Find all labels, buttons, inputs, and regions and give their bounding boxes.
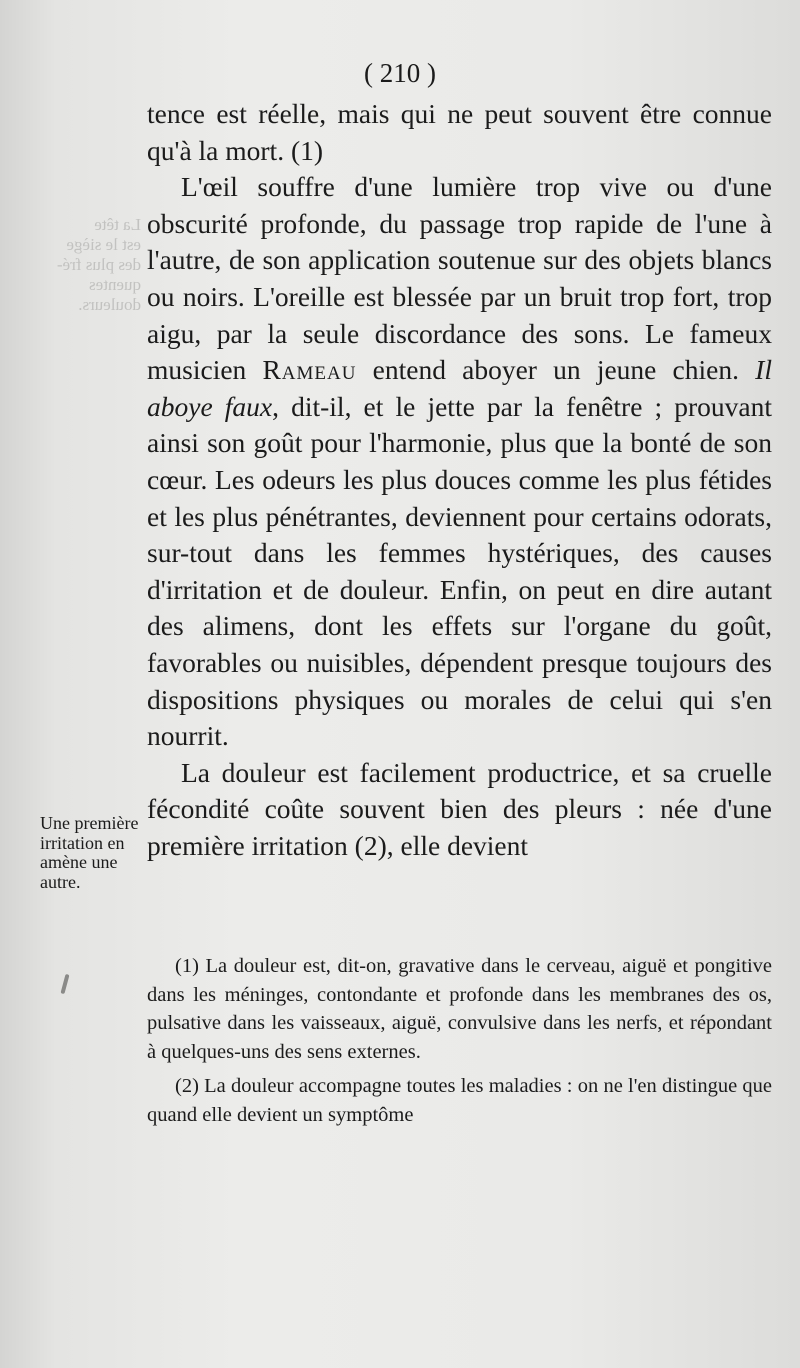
page-number: ( 210 ) xyxy=(364,58,436,88)
bleed-through-margin-mark: La tête est le siège des plus fré- quentes douleurs. xyxy=(56,215,141,314)
paragraph-senses-text-3: , dit-il, et le jette par la fenêtre ; prouvant ainsi son goût pour l'harmonie, plus que la bonté de son cœur. Les odeurs les plus douces comme les plus fétides et les plus pénétrantes, deviennent pour certains odorats, sur-tout dans les femmes hystériques, des causes d'irritation et de douleur. Enfin, on peut en dire autant des alimens, dont les effets sur l'organe du goût, favorables ou nuisibles, dépendent presque toujours des dispositions physiques ou morales de celui qui s'en nourrit. xyxy=(147,390,773,752)
margin-note: Une première irritation en amène une autre. xyxy=(40,813,139,892)
paragraph-senses-text-1: L'œil souffre d'une lumière trop vive ou d'une obscurité profonde, du passage trop rapide de l'une à l'autre, de son application soutenue sur des objets blancs ou noirs. L'oreille est blessée par un bruit trop fort, trop aigu, par la seule discordance des sons. Le fameux musicien xyxy=(147,171,772,386)
paragraph-productrice: La douleur est facilement productrice, et sa cruelle fécondité coûte souvent bien des pleurs : née d'une première irritation (2), elle devient xyxy=(147,756,772,861)
paragraph-senses-text-2: entend aboyer un jeune chien. xyxy=(356,354,756,386)
person-name: Rameau xyxy=(262,354,357,386)
paragraph-continuation: tence est réelle, mais qui ne peut souvent être connue qu'à la mort. (1) xyxy=(147,98,772,166)
quote: Il aboye faux xyxy=(147,354,772,422)
footnote-2: (2) La douleur accompagne toutes les maladies : on ne l'en distingue que quand elle devient un symptôme xyxy=(147,1075,772,1126)
footnote-1: (1) La douleur est, dit-on, gravative dans le cerveau, aiguë et pongitive dans les méninges, contondante et profonde dans les membranes des os, pulsative dans les vaisseaux, aiguë, convulsive dans les nerfs, et répondant à quelques-uns des sens externes. xyxy=(147,955,772,1063)
ink-stroke-mark xyxy=(60,974,69,994)
paragraph-senses xyxy=(147,169,772,755)
footnotes xyxy=(147,952,772,1129)
main-text xyxy=(147,96,772,864)
